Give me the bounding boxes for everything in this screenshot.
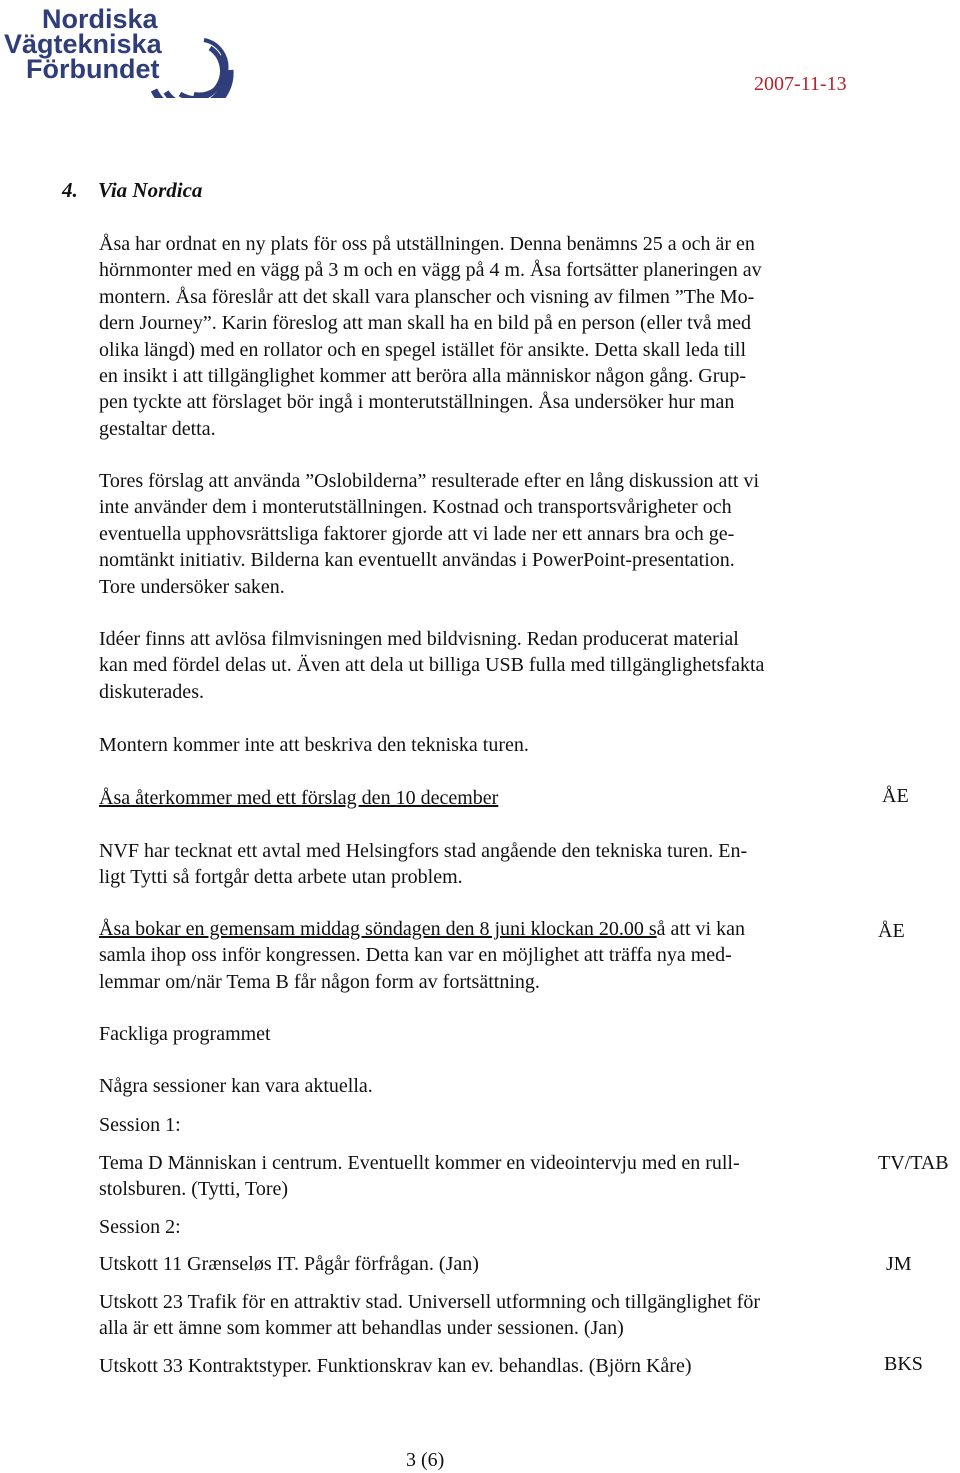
paragraph-helsinki-agreement <box>99 838 869 891</box>
text-line: gestaltar detta. <box>99 417 216 440</box>
text-line: Tore undersöker saken. <box>99 575 285 598</box>
text-line: ligt Tytti så fortgår detta arbete utan problem. <box>99 866 463 889</box>
subheading-program: Fackliga programmet <box>99 1023 271 1045</box>
session-2-label: Session 2: <box>99 1216 181 1238</box>
responsible-initials: BKS <box>884 1353 923 1375</box>
text-line: olika längd) med en rollator och en spegel istället för ansikte. Detta skall leda till <box>99 338 747 361</box>
text-line: dern Journey”. Karin föreslog att man skall ha en bild på en person (eller två med <box>99 312 752 335</box>
responsible-initials: ÅE <box>878 920 905 942</box>
action-item-proposal: Åsa återkommer med ett förslag den 10 december <box>99 787 499 809</box>
text-line: eventuella upphovsrättsliga faktorer gjorde att vi lade ner ett annars bra och ge- <box>99 522 735 545</box>
paragraph-booth <box>99 231 869 442</box>
text-line <box>99 916 869 942</box>
text-line: Åsa har ordnat en ny plats för oss på utställningen. Denna benämns 25 a och är en <box>99 233 755 255</box>
text-line: Utskott 23 Trafik för en attraktiv stad. Universell utformning och tillgänglighet för <box>99 1291 761 1313</box>
logo-line-2: Vägtekniska <box>4 29 162 59</box>
logo-line-3: Förbundet <box>26 54 160 84</box>
action-item-dinner <box>99 916 869 995</box>
responsible-initials: ÅE <box>882 785 909 807</box>
text-line: pen tyckte att förslaget bör ingå i monterutställningen. Åsa undersöker hur man <box>99 391 735 414</box>
paragraph-ideas <box>99 626 869 705</box>
text-line: nomtänkt initiativ. Bilderna kan eventuellt användas i PowerPoint-presentation. <box>99 549 735 572</box>
text-line: montern. Åsa föreslår att det skall vara planscher och visning av filmen ”The Mo- <box>99 285 755 308</box>
document-date: 2007-11-13 <box>754 73 847 95</box>
text-line: en insikt i att tillgänglighet kommer att beröra alla människor någon gång. Grup- <box>99 365 747 388</box>
text-line: inte använder dem i monterutställningen. Kostnad och transportsvårigheter och <box>99 496 732 519</box>
text-fragment: å att vi kan <box>656 918 745 940</box>
paragraph-technical-tour: Montern kommer inte att beskriva den tekniska turen. <box>99 734 529 756</box>
text-line: hörnmonter med en vägg på 3 m och en vägg på 4 m. Åsa fortsätter planeringen av <box>99 259 762 282</box>
text-line: Tores förslag att använda ”Oslobilderna” resulterade efter en lång diskussion att vi <box>99 470 760 492</box>
text-line: kan med fördel delas ut. Även att dela ut billiga USB fulla med tillgänglighetsfakta <box>99 654 765 677</box>
paragraph-oslo-pictures <box>99 468 869 600</box>
section-number: 4. <box>62 178 78 202</box>
section-heading <box>62 178 202 203</box>
session-2-item-23 <box>99 1289 869 1342</box>
text-line: alla är ett ämne som kommer att behandlas under sessionen. (Jan) <box>99 1317 624 1340</box>
section-title: Via Nordica <box>98 178 203 202</box>
responsible-initials: JM <box>886 1253 912 1275</box>
paragraph-sessions: Några sessioner kan vara aktuella. <box>99 1075 373 1097</box>
text-line: lemmar om/när Tema B får någon form av fortsättning. <box>99 970 540 993</box>
underlined-text: Åsa bokar en gemensam middag söndagen den 8 juni klockan 20.00 s <box>99 918 657 940</box>
responsible-initials: TV/TAB <box>878 1152 949 1174</box>
logo-arc-icon <box>146 10 238 98</box>
text-line: Tema D Människan i centrum. Eventuellt kommer en videointervju med en rull- <box>99 1152 740 1174</box>
session-2-item-11: Utskott 11 Grænseløs IT. Pågår förfrågan. (Jan) <box>99 1253 479 1275</box>
text-line: Idéer finns att avlösa filmvisningen med bildvisning. Redan producerat material <box>99 628 739 650</box>
text-line: stolsburen. (Tytti, Tore) <box>99 1178 289 1201</box>
text-line: samla ihop oss inför kongressen. Detta kan var en möjlighet att träffa nya med- <box>99 944 732 967</box>
text-line: NVF har tecknat ett avtal med Helsingfors stad angående den tekniska turen. En- <box>99 840 748 862</box>
text-line: diskuterades. <box>99 680 204 703</box>
session-1-label: Session 1: <box>99 1114 181 1136</box>
page-number: 3 (6) <box>406 1449 445 1471</box>
organization-logo <box>4 4 238 100</box>
logo-line-1: Nordiska <box>42 4 158 34</box>
session-2-item-33: Utskott 33 Kontraktstyper. Funktionskrav kan ev. behandlas. (Björn Kåre) <box>99 1355 692 1377</box>
session-1-item <box>99 1150 869 1203</box>
